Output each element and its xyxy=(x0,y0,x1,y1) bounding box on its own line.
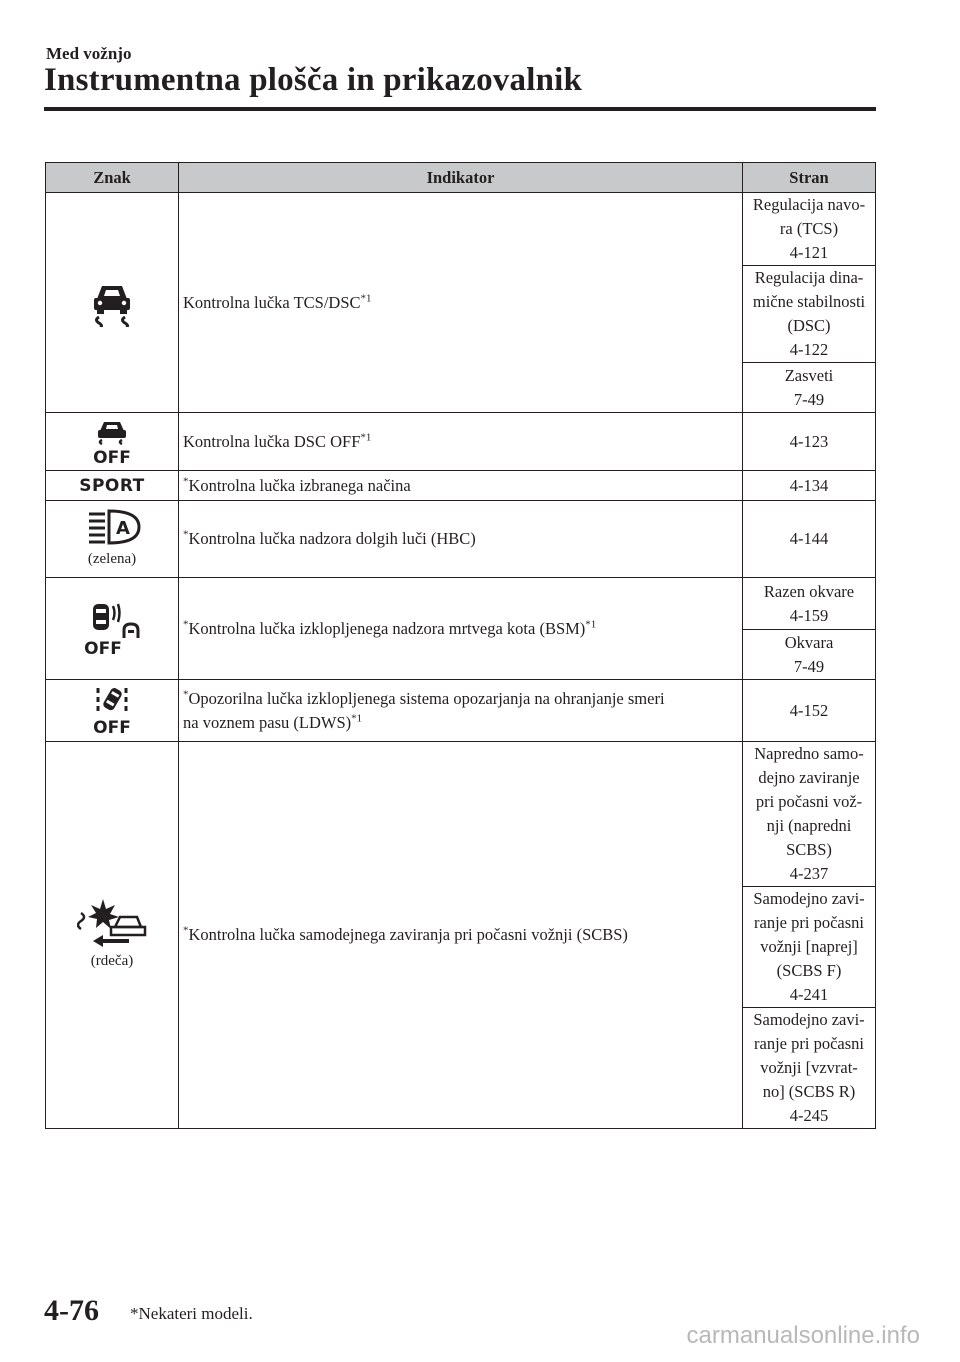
table-row xyxy=(46,742,876,887)
indicator-label: Kontrolna lučka nadzora dolgih luči (HBC) xyxy=(188,529,476,548)
footnote: *Nekateri modeli. xyxy=(130,1304,253,1323)
page-ref: 4-121 xyxy=(789,243,829,262)
section-label: Med vožnjo xyxy=(46,44,132,63)
page-ref: 4-159 xyxy=(789,605,829,625)
page-cell xyxy=(743,578,876,630)
page-ref: 7-49 xyxy=(793,656,825,676)
indicator-cell xyxy=(179,742,743,1129)
page-desc-line: Razen okvare xyxy=(763,581,855,601)
page-desc-line: Zasveti xyxy=(784,365,834,385)
title-divider xyxy=(44,107,876,111)
page-desc-line: ranje pri počasni xyxy=(754,913,864,932)
page-ref: 7-49 xyxy=(793,389,825,409)
sport-icon: SPORT xyxy=(79,475,145,496)
svg-text:A: A xyxy=(116,518,130,539)
page-desc-line: Regulacija dina- xyxy=(754,268,864,287)
page-desc-line: ranje pri počasni xyxy=(754,1034,864,1053)
indicator-label: Kontrolna lučka izklopljenega nadzora mrtvega kota (BSM) xyxy=(188,618,586,638)
page-ref: 4-144 xyxy=(743,501,876,578)
table-row xyxy=(46,471,876,501)
footnote-mark: *1 xyxy=(360,292,372,304)
page-ref: 4-134 xyxy=(743,471,876,501)
page-desc-line: mične stabilnosti xyxy=(752,292,866,311)
footnote-mark: *1 xyxy=(585,618,597,630)
table-row xyxy=(46,680,876,742)
sign-cell xyxy=(46,471,179,501)
table-row xyxy=(46,193,876,266)
page-cell xyxy=(743,193,876,266)
sign-cell xyxy=(46,578,179,680)
page-ref: 4-152 xyxy=(743,680,876,742)
page-desc-line: SCBS) xyxy=(786,840,832,859)
page-desc-line: (DSC) xyxy=(787,316,831,335)
watermark: carmanualsonline.info xyxy=(686,1322,920,1349)
sign-cell xyxy=(46,742,179,1129)
table-row xyxy=(46,413,876,471)
star-mark: * xyxy=(183,618,189,630)
page-desc-line: no] (SCBS R) xyxy=(762,1082,856,1101)
svg-text:OFF: OFF xyxy=(93,717,131,737)
page-ref: 4-237 xyxy=(789,864,829,883)
indicator-cell xyxy=(179,578,743,680)
page-cell xyxy=(743,1008,876,1129)
star-mark: * xyxy=(183,688,189,700)
svg-text:OFF: OFF xyxy=(93,447,131,465)
page-ref: 4-122 xyxy=(789,340,829,359)
page-desc-line: Samodejno zavi- xyxy=(753,889,865,908)
table-row xyxy=(46,578,876,630)
footnote-mark: *1 xyxy=(360,431,372,443)
page-ref: 4-123 xyxy=(743,413,876,471)
page-cell xyxy=(743,266,876,363)
car-skid-off-icon xyxy=(85,419,139,465)
table-header-row xyxy=(46,163,876,193)
indicator-cell xyxy=(179,413,743,471)
icon-color-label: (zelena) xyxy=(87,551,137,567)
page-desc-line: vožnji [naprej] xyxy=(760,937,858,956)
indicator-label: Kontrolna lučka izbranega načina xyxy=(188,475,411,495)
blind-spot-off-icon xyxy=(80,602,144,656)
page-desc-line: pri počasni vož- xyxy=(755,792,863,811)
page-desc-line: nji (napredni xyxy=(766,816,852,835)
high-beam-auto-icon xyxy=(79,507,145,547)
page-desc-line: ra (TCS) xyxy=(779,219,839,238)
page-desc-line: Regulacija navo- xyxy=(752,195,866,214)
svg-text:OFF: OFF xyxy=(84,638,122,656)
footnote-mark: *1 xyxy=(351,712,363,724)
page-desc-line: Okvara xyxy=(784,632,834,652)
table-row xyxy=(46,501,876,578)
indicator-label-line: *Opozorilna lučka izklopljenega sistema opozarjanja na ohranjanje smeri xyxy=(183,688,665,708)
page-number: 4-76 xyxy=(44,1294,99,1327)
sign-cell xyxy=(46,680,179,742)
page-ref: 4-241 xyxy=(789,985,829,1004)
page-desc-line: Napredno samo- xyxy=(754,744,864,763)
page-cell xyxy=(743,363,876,413)
page-cell xyxy=(743,887,876,1008)
star-mark: * xyxy=(183,924,189,937)
indicator-label: Kontrolna lučka DSC OFF xyxy=(183,431,361,451)
header-page: Stran xyxy=(743,163,876,193)
icon-color-label: (rdeča) xyxy=(90,953,134,969)
indicator-table xyxy=(45,162,876,1129)
page-desc-line: (SCBS F) xyxy=(776,961,842,980)
indicator-cell xyxy=(179,680,743,742)
sign-cell xyxy=(46,501,179,578)
page-desc-line: Samodejno zavi- xyxy=(753,1010,865,1029)
indicator-label: Kontrolna lučka samodejnega zaviranja pri počasni vožnji (SCBS) xyxy=(188,925,628,944)
indicator-cell xyxy=(179,501,743,578)
indicator-cell xyxy=(179,471,743,501)
header-indicator: Indikator xyxy=(179,163,743,193)
sign-cell xyxy=(46,193,179,413)
page-desc-line: vožnji [vzvrat- xyxy=(760,1058,858,1077)
car-skid-icon xyxy=(85,279,139,327)
page-title: Instrumentna plošča in prikazovalnik xyxy=(44,62,583,98)
star-mark: * xyxy=(183,475,189,487)
sign-cell xyxy=(46,413,179,471)
indicator-label: Kontrolna lučka TCS/DSC xyxy=(183,292,361,312)
page-ref: 4-245 xyxy=(789,1106,829,1125)
header-sign: Znak xyxy=(46,163,179,193)
collision-brake-icon xyxy=(77,897,147,949)
indicator-cell xyxy=(179,193,743,413)
page-cell xyxy=(743,630,876,680)
indicator-label-line: na voznem pasu (LDWS)$^{*1}$ xyxy=(183,712,363,732)
page-cell xyxy=(743,742,876,887)
page-desc-line: dejno zaviranje xyxy=(758,768,860,787)
star-mark: * xyxy=(183,528,189,541)
lane-departure-off-icon xyxy=(85,685,139,737)
